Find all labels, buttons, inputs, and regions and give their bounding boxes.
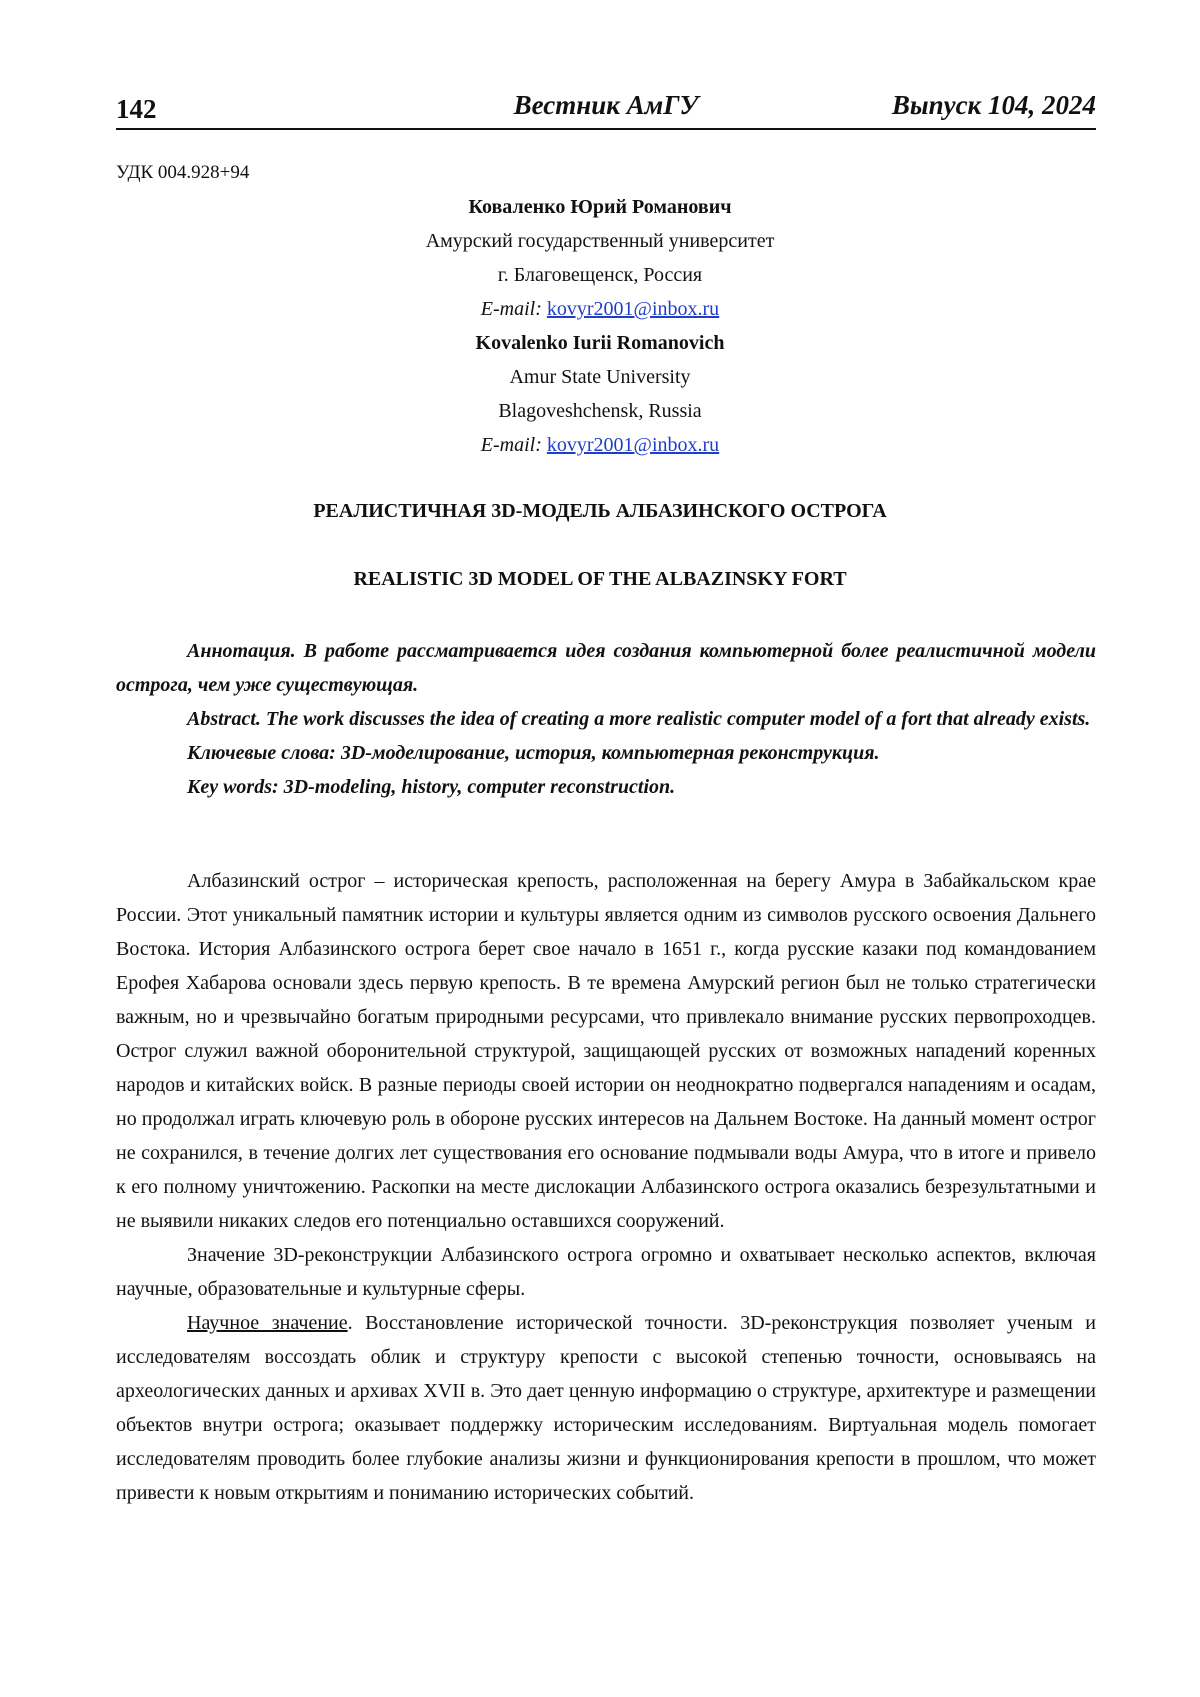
article-title-en: REALISTIC 3D MODEL OF THE ALBAZINSKY FORT (0, 566, 1200, 592)
author-email-line-ru (0, 296, 1200, 330)
issue-info: Выпуск 104, 2024 (892, 88, 1096, 122)
article-body (116, 864, 1096, 1510)
author-email-line-en (0, 432, 1200, 466)
author-name-ru: Коваленко Юрий Романович (0, 194, 1200, 228)
journal-page (0, 0, 1200, 1697)
author-block (0, 194, 1200, 466)
body-paragraph: Значение 3D-реконструкции Албазинского острога огромно и охватывает несколько аспектов, включая научные, образовательные и культурные сферы. (116, 1238, 1096, 1306)
author-affiliation-ru: Амурский государственный университет (0, 228, 1200, 262)
keywords-ru: Ключевые слова: 3D-моделирование, история, компьютерная реконструкция. (116, 736, 1096, 770)
author-name-en: Kovalenko Iurii Romanovich (0, 330, 1200, 364)
author-city-en: Blagoveshchensk, Russia (0, 398, 1200, 432)
body-paragraph-text: . Восстановление исторической точности. 3D-реконструкция позволяет уче­ным и исследователям воссоздать облик и структуру крепости с высокой степенью точности, осно­вываясь на археологических данных и архивах XVII в. Это дает ценную информацию о структуре, архитектуре и размещении объектов внутри острога; оказывает поддержку историческим исследова­ниям. Виртуальная модель помогает исследователям проводить более глубокие анализы жизни и функционирования крепости в прошлом, что может привести к новым открытиям и пониманию исто­рических событий. (116, 1312, 1096, 1504)
keywords-en: Key words: 3D-modeling, history, computer reconstruction. (116, 770, 1096, 804)
udc-code: УДК 004.928+94 (116, 161, 249, 185)
email-label: E-mail: (481, 298, 542, 320)
running-header (116, 88, 1096, 130)
annotation-ru: Аннотация. В работе рассматривается идея создания компьютерной более реалистич­ной модели острога, чем уже существующая. (116, 634, 1096, 702)
abstract-en: Abstract. The work discusses the idea of creating a more realistic computer model of a fort that al­ready exists. (116, 702, 1096, 736)
article-title-ru: РЕАЛИСТИЧНАЯ 3D-МОДЕЛЬ АЛБАЗИНСКОГО ОСТРОГА (0, 498, 1200, 524)
abstract-block (116, 634, 1096, 804)
email-label: E-mail: (481, 434, 542, 456)
section-label-scientific: Научное значение (187, 1312, 348, 1334)
email-link[interactable]: kovyr2001@inbox.ru (547, 298, 719, 320)
body-paragraph: Албазинский острог – историческая крепость, расположенная на берегу Амура в Забайкаль­ском крае России. Этот уникальный памятник истории и культуры является одним из символов рус­ского освоения Дальнего Востока. История Албазинского острога берет свое начало в 1651 г., когда русские казаки под командованием Ерофея Хабарова основали здесь первую крепость. В те времена Амурский регион был не только стратегически важным, но и чрезвычайно богатым природными ре­сурсами, что привлекало внимание русских первопроходцев. Острог служил важной оборонительной структурой, защищающей русских от возможных нападений коренных народов и китайских войск. В разные периоды своей истории он неоднократно подвергался нападениям и осадам, но продолжал играть ключевую роль в обороне русских интересов на Дальнем Востоке. На данный момент острог не сохранился, в течение долгих лет существования его основание подмывали воды Амура, что в ито­ге и привело к его полному уничтожению. Раскопки на месте дислокации Албазинского острога ока­зались безрезультатными и не выявили никаких следов его потенциально оставшихся сооружений. (116, 864, 1096, 1238)
page-number: 142 (116, 92, 157, 126)
email-link[interactable]: kovyr2001@inbox.ru (547, 434, 719, 456)
body-paragraph (116, 1306, 1096, 1510)
author-affiliation-en: Amur State University (0, 364, 1200, 398)
author-city-ru: г. Благовещенск, Россия (0, 262, 1200, 296)
journal-title: Вестник АмГУ (116, 88, 1096, 122)
